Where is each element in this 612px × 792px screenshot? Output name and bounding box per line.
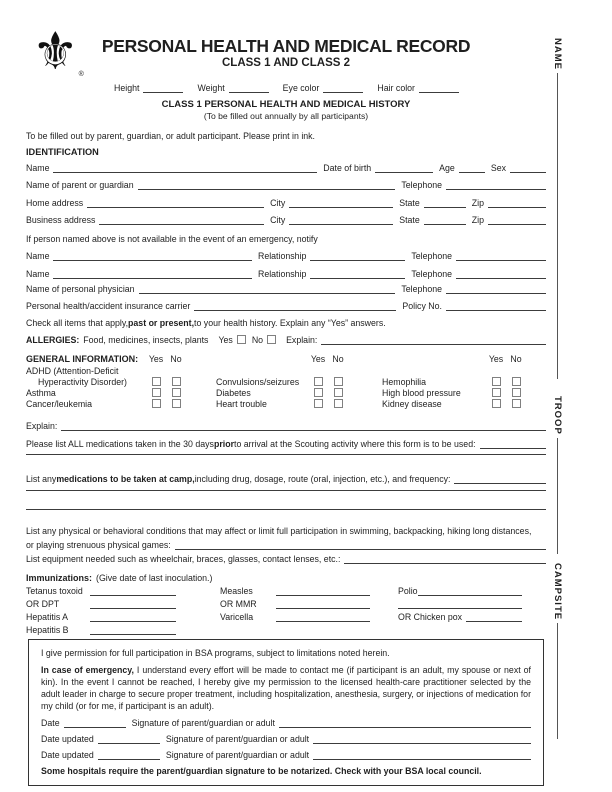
telephone-label: Telephone <box>411 269 452 279</box>
medications-prior-row <box>26 438 546 449</box>
no-column-header: No <box>332 354 344 364</box>
name-label: Name <box>26 251 50 261</box>
general-information-heading: GENERAL INFORMATION: <box>26 354 139 364</box>
immunizations-heading: Immunizations: <box>26 573 93 583</box>
asthma-no-checkbox[interactable] <box>172 388 181 397</box>
emergency-consent-bold: In case of emergency, <box>41 665 134 675</box>
zip-field-line[interactable] <box>488 206 546 208</box>
age-field-line[interactable] <box>459 171 485 173</box>
date-updated-label: Date updated <box>41 734 94 744</box>
check-note-text-2: to your health history. Explain any “Yes” answers. <box>194 318 386 328</box>
emergency-contact-2-row <box>26 268 546 279</box>
no-column-header: No <box>170 354 182 364</box>
state-field-line[interactable] <box>424 206 466 208</box>
state-label: State <box>399 198 420 208</box>
emergency-notify-intro: If person named above is not available in the event of an emergency, notify <box>26 234 318 244</box>
eye-color-field-line[interactable] <box>323 91 363 93</box>
high-blood-pressure-label: High blood pressure <box>382 387 461 398</box>
business-state-field-line[interactable] <box>424 223 466 225</box>
general-info-column-1 <box>26 353 186 409</box>
bsa-logo <box>32 23 84 81</box>
cancer-leukemia-label: Cancer/leukemia <box>26 398 93 409</box>
dpt-date-line[interactable] <box>90 607 176 609</box>
camp-medications-bold: medications to be taken at camp, <box>56 474 195 484</box>
camp-medications-continuation-1 <box>26 484 546 491</box>
name-margin-tab <box>552 38 563 379</box>
explain-label: Explain: <box>26 421 58 431</box>
emergency-telephone-2-field-line[interactable] <box>456 277 546 279</box>
signature-row-1 <box>41 718 531 728</box>
age-label: Age <box>439 163 455 173</box>
signature-label: Signature of parent/guardian or adult <box>165 750 310 760</box>
heart-trouble-label: Heart trouble <box>216 398 267 409</box>
adhd-label-line1: ADHD (Attention-Deficit <box>26 365 119 376</box>
immunizations-column-2 <box>220 583 370 635</box>
mmr-date-line[interactable] <box>276 607 370 609</box>
immunizations-note: (Give date of last inoculation.) <box>96 573 213 583</box>
telephone-label: Telephone <box>411 251 452 261</box>
camp-medications-line-1[interactable] <box>26 489 546 491</box>
zip-label: Zip <box>471 215 484 225</box>
business-address-label: Business address <box>26 215 96 225</box>
signature-updated-1-field-line[interactable] <box>313 742 531 744</box>
adhd-no-checkbox[interactable] <box>172 377 181 386</box>
medications-prior-text: Please list ALL medications taken in the 30 days <box>26 439 214 449</box>
emergency-contact-1-row <box>26 250 546 261</box>
policy-no-label: Policy No. <box>402 301 442 311</box>
hepatitis-b-date-line[interactable] <box>90 633 176 635</box>
emergency-name-2-field-line[interactable] <box>53 277 252 279</box>
adhd-label-line2: Hyperactivity Disorder) <box>38 376 127 387</box>
physical-conditions-row <box>26 539 546 550</box>
signature-label: Signature of parent/guardian or adult <box>131 718 275 728</box>
class1-subheading: (To be filled out annually by all participants) <box>203 111 369 121</box>
campsite-tab-label: CAMPSITE <box>552 563 563 621</box>
height-label: Height <box>114 83 140 93</box>
check-note-bold: past or present, <box>128 318 195 328</box>
allergies-row <box>26 334 546 345</box>
relationship-label: Relationship <box>257 251 307 261</box>
physical-conditions-text-line2: or playing strenuous physical games: <box>26 540 171 550</box>
hepatitis-a-label: Hepatitis A <box>26 612 69 622</box>
zip-label: Zip <box>471 198 484 208</box>
diabetes-label: Diabetes <box>216 387 251 398</box>
chicken-pox-label: OR Chicken pox <box>398 612 463 622</box>
diabetes-no-checkbox[interactable] <box>334 388 343 397</box>
emergency-name-1-field-line[interactable] <box>53 259 252 261</box>
physician-field-line[interactable] <box>139 292 396 294</box>
mmr-label: OR MMR <box>220 599 257 609</box>
eye-color-label: Eye color <box>282 83 320 93</box>
signature-field-line[interactable] <box>279 726 531 728</box>
chicken-pox-date-line[interactable] <box>466 620 522 622</box>
polio-date-line[interactable] <box>418 594 522 596</box>
camp-medications-continuation-2 <box>26 491 546 510</box>
telephone-field-line[interactable] <box>446 188 546 190</box>
date-updated-label: Date updated <box>41 750 94 760</box>
city-label: City <box>270 198 286 208</box>
registered-trademark-icon: ® <box>78 71 84 78</box>
diabetes-yes-checkbox[interactable] <box>314 388 323 397</box>
kidney-disease-yes-checkbox[interactable] <box>492 399 501 408</box>
heart-trouble-no-checkbox[interactable] <box>334 399 343 408</box>
allergies-yes-label: Yes <box>218 335 233 345</box>
home-address-field-line[interactable] <box>87 206 264 208</box>
identification-name-row <box>26 162 546 173</box>
city-label: City <box>270 215 286 225</box>
insurance-carrier-label: Personal health/accident insurance carrier <box>26 301 191 311</box>
hair-color-field-line[interactable] <box>419 91 459 93</box>
camp-medications-text-2: including drug, dosage, route (oral, injection, etc.), and frequency: <box>194 474 451 484</box>
weight-label: Weight <box>197 83 225 93</box>
physician-label: Name of personal physician <box>26 284 135 294</box>
tetanus-date-line[interactable] <box>90 594 176 596</box>
asthma-yes-checkbox[interactable] <box>152 388 161 397</box>
hair-color-label: Hair color <box>377 83 415 93</box>
emergency-telephone-1-field-line[interactable] <box>456 259 546 261</box>
kidney-disease-label: Kidney disease <box>382 398 442 409</box>
camp-medications-row <box>26 473 546 484</box>
business-address-row <box>26 214 546 225</box>
general-info-column-2 <box>216 353 348 409</box>
camp-medications-field-line[interactable] <box>454 482 546 484</box>
fill-out-instruction: To be filled out by parent, guardian, or adult participant. Please print in ink. <box>26 131 316 141</box>
home-address-label: Home address <box>26 198 84 208</box>
measles-label: Measles <box>220 586 253 596</box>
hemophilia-yes-checkbox[interactable] <box>492 377 501 386</box>
cancer-leukemia-no-checkbox[interactable] <box>172 399 181 408</box>
name-tab-label: NAME <box>552 38 563 70</box>
polio-label: Polio <box>398 586 418 596</box>
form-content <box>26 0 546 786</box>
adhd-yes-checkbox[interactable] <box>152 377 161 386</box>
parent-guardian-label: Name of parent or guardian <box>26 180 134 190</box>
city-field-line[interactable] <box>289 206 393 208</box>
medications-prior-continuation <box>26 449 546 455</box>
campsite-write-line[interactable] <box>557 623 558 739</box>
check-items-note <box>26 317 546 328</box>
hemophilia-no-checkbox[interactable] <box>512 377 521 386</box>
troop-margin-tab <box>552 396 563 554</box>
emergency-consent-text: I understand every effort will be made to contact me (if participant is an adult, my spouse or next of kin). In the event I cannot be reached, I hereby give my permission to the licensed health-care practitioner selected by the adult leader in charge to secure proper treatment, including hospitalization, anesthesia, surgery, or injections of medication for my child (or for me, if participant is an adult). <box>41 665 531 711</box>
equipment-text: List equipment needed such as wheelchair, braces, glasses, contact lenses, etc.: <box>26 554 341 564</box>
camp-medications-text: List any <box>26 474 57 484</box>
high-blood-pressure-no-checkbox[interactable] <box>512 388 521 397</box>
insurance-row <box>26 300 546 311</box>
troop-tab-label: TROOP <box>552 396 563 435</box>
signature-row-2 <box>41 734 531 744</box>
name-field-line[interactable] <box>53 171 317 173</box>
sex-label: Sex <box>490 163 506 173</box>
no-column-header: No <box>510 354 522 364</box>
notarization-note: Some hospitals require the parent/guardian signature to be notarized. Check with your BSA local council. <box>41 766 482 776</box>
allergies-text: Food, medicines, insects, plants <box>83 335 209 345</box>
asthma-label: Asthma <box>26 387 56 398</box>
tetanus-label: Tetanus toxoid <box>26 586 83 596</box>
general-information-grid <box>26 353 546 409</box>
kidney-disease-no-checkbox[interactable] <box>512 399 521 408</box>
allergies-label: ALLERGIES: <box>26 335 80 345</box>
camp-medications-line-2[interactable] <box>26 508 546 510</box>
insurance-carrier-field-line[interactable] <box>194 309 396 311</box>
date-of-birth-label: Date of birth <box>323 163 372 173</box>
date-updated-2-field-line[interactable] <box>98 758 160 760</box>
signature-updated-2-field-line[interactable] <box>313 758 531 760</box>
height-field-line[interactable] <box>143 91 183 93</box>
polio-continuation-line[interactable] <box>398 607 522 609</box>
parent-guardian-row <box>26 179 546 190</box>
parent-guardian-field-line[interactable] <box>138 188 396 190</box>
general-info-column-3 <box>382 353 526 409</box>
medications-prior-continuation-line[interactable] <box>26 453 546 455</box>
weight-field-line[interactable] <box>229 91 269 93</box>
form-header <box>26 0 546 81</box>
dpt-label: OR DPT <box>26 599 60 609</box>
heart-trouble-yes-checkbox[interactable] <box>314 399 323 408</box>
name-label: Name <box>26 163 50 173</box>
hepatitis-b-label: Hepatitis B <box>26 625 69 635</box>
name-write-line[interactable] <box>557 73 558 379</box>
cancer-leukemia-yes-checkbox[interactable] <box>152 399 161 408</box>
allergies-no-checkbox[interactable] <box>267 335 276 344</box>
physician-row <box>26 283 546 294</box>
identification-heading: IDENTIFICATION <box>26 147 99 157</box>
consent-box <box>28 639 544 786</box>
campsite-margin-tab <box>552 563 563 739</box>
relationship-label: Relationship <box>257 269 307 279</box>
allergies-explain-field-line[interactable] <box>321 343 546 345</box>
hemophilia-label: Hemophilia <box>382 376 427 387</box>
form-subtitle: CLASS 1 AND CLASS 2 <box>221 57 350 69</box>
hepatitis-a-date-line[interactable] <box>90 620 176 622</box>
physical-conditions-field-line[interactable] <box>175 548 546 550</box>
yes-column-header: Yes <box>148 354 164 364</box>
business-city-field-line[interactable] <box>289 223 393 225</box>
permission-statement: I give permission for full participation in BSA programs, subject to limitations noted herein. <box>41 648 390 658</box>
medications-prior-text-2: to arrival at the Scouting activity where this form is to be used: <box>234 439 476 449</box>
signature-row-3 <box>41 750 531 760</box>
form-title: PERSONAL HEALTH AND MEDICAL RECORD <box>101 36 471 56</box>
allergies-explain-label: Explain: <box>286 335 318 345</box>
class1-heading: CLASS 1 PERSONAL HEALTH AND MEDICAL HISTORY <box>161 99 411 110</box>
measles-date-line[interactable] <box>276 594 370 596</box>
date-of-birth-field-line[interactable] <box>375 171 433 173</box>
immunizations-heading-row <box>26 572 546 583</box>
equipment-row <box>26 553 546 564</box>
troop-write-line[interactable] <box>557 438 558 554</box>
varicella-date-line[interactable] <box>276 620 370 622</box>
sex-field-line[interactable] <box>510 171 546 173</box>
medications-prior-bold: prior <box>213 439 234 449</box>
immunizations-column-3 <box>398 583 522 635</box>
general-explain-field-line[interactable] <box>61 429 546 431</box>
name-label: Name <box>26 269 50 279</box>
relationship-1-field-line[interactable] <box>310 259 405 261</box>
high-blood-pressure-yes-checkbox[interactable] <box>492 388 501 397</box>
policy-no-field-line[interactable] <box>446 309 546 311</box>
telephone-label: Telephone <box>401 180 442 190</box>
general-explain-row <box>26 420 546 431</box>
fleur-de-lis-icon: ⚜ <box>32 23 79 81</box>
convulsions-seizures-label: Convulsions/seizures <box>216 376 300 387</box>
check-note-text: Check all items that apply, <box>26 318 129 328</box>
allergies-no-label: No <box>251 335 264 345</box>
immunizations-grid <box>26 583 546 635</box>
convulsions-yes-checkbox[interactable] <box>314 377 323 386</box>
varicella-label: Varicella <box>220 612 254 622</box>
equipment-field-line[interactable] <box>344 562 546 564</box>
allergies-yes-checkbox[interactable] <box>237 335 246 344</box>
physician-telephone-field-line[interactable] <box>446 292 546 294</box>
date-label: Date <box>41 718 60 728</box>
relationship-2-field-line[interactable] <box>310 277 405 279</box>
business-zip-field-line[interactable] <box>488 223 546 225</box>
physical-conditions-text-line1: List any physical or behavioral conditions that may affect or limit full participation in swimming, backpacking, hiking long distances, <box>26 526 532 536</box>
state-label: State <box>399 215 420 225</box>
date-updated-1-field-line[interactable] <box>98 742 160 744</box>
yes-column-header: Yes <box>488 354 504 364</box>
business-address-field-line[interactable] <box>99 223 264 225</box>
emergency-consent-paragraph <box>41 664 531 712</box>
date-field-line[interactable] <box>64 726 126 728</box>
signature-label: Signature of parent/guardian or adult <box>165 734 310 744</box>
convulsions-no-checkbox[interactable] <box>334 377 343 386</box>
immunizations-column-1 <box>26 583 176 635</box>
medications-prior-field-line[interactable] <box>480 447 546 449</box>
vitals-row <box>114 82 464 93</box>
home-address-row <box>26 197 546 208</box>
telephone-label: Telephone <box>401 284 442 294</box>
yes-column-header: Yes <box>310 354 326 364</box>
